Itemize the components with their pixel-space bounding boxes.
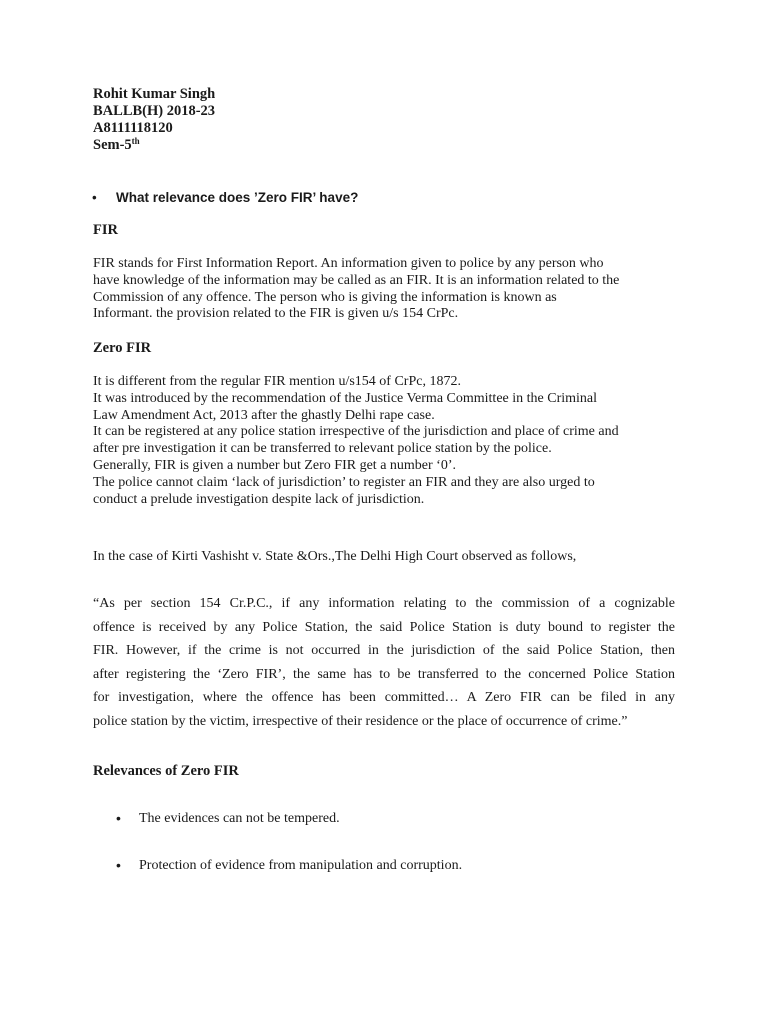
court-quote [93, 592, 675, 734]
semester-text: Sem-5 [93, 137, 132, 153]
semester-superscript: th [131, 136, 140, 146]
relevances-heading: Relevances of Zero FIR [93, 763, 239, 779]
quote-line: after registering the ‘Zero FIR’, the same has to be transferred to the concerned Police Station [93, 666, 675, 682]
question-bullet-item [92, 189, 359, 206]
bullet-icon: • [92, 190, 97, 205]
quote-line: for investigation, where the offence has been committed… A Zero FIR can be filed in any [93, 690, 675, 706]
zero-fir-line: It can be registered at any police station irrespective of the jurisdiction and place of crime and [93, 424, 619, 440]
semester-line [93, 137, 215, 154]
fir-line: Informant. the provision related to the FIR is given u/s 154 CrPc. [93, 306, 459, 322]
fir-line: FIR stands for First Information Report. An information given to police by any person who [93, 256, 604, 271]
zero-fir-line: It was introduced by the recommendation of the Justice Verma Committee in the Criminal [93, 390, 598, 406]
quote-line: FIR. However, if the crime is not occurred in the jurisdiction of the said Police Station, then [93, 643, 675, 659]
zero-fir-line: conduct a prelude investigation despite lack of jurisdiction. [93, 491, 425, 507]
zero-fir-line: Generally, FIR is given a number but Zero FIR get a number ‘0’. [93, 457, 457, 473]
relevance-text: Protection of evidence from manipulation and corruption. [139, 858, 463, 873]
zero-fir-line: It is different from the regular FIR mention u/s154 of CrPc, 1872. [93, 374, 461, 389]
relevance-list-item [116, 810, 340, 827]
fir-line: Commission of any offence. The person who is giving the information is known as [93, 289, 557, 305]
relevance-text: The evidences can not be tempered. [139, 811, 340, 826]
student-header [93, 86, 215, 154]
zero-fir-line: The police cannot claim ‘lack of jurisdiction’ to register an FIR and they are also urged to [93, 474, 595, 490]
fir-line: have knowledge of the information may be called as an FIR. It is an information related to the [93, 272, 620, 288]
zero-fir-heading: Zero FIR [93, 340, 152, 356]
quote-line: police station by the victim, irrespective of their residence or the place of occurrence of crime.” [93, 713, 628, 729]
quote-line: offence is received by any Police Station, the said Police Station is duty bound to register the [93, 619, 675, 635]
course-code: BALLB(H) 2018-23 [93, 103, 216, 119]
quote-line: “As per section 154 Cr.P.C., if any information relating to the commission of a cognizable [93, 596, 675, 611]
bullet-icon: • [116, 857, 121, 873]
enrollment-number: A8111118120 [93, 120, 173, 136]
question-text: What relevance does ’Zero FIR’ have? [116, 190, 359, 205]
case-intro: In the case of Kirti Vashisht v. State &Ors.,The Delhi High Court observed as follows, [93, 549, 577, 564]
zero-fir-line: after pre investigation it can be transferred to relevant police station by the police. [93, 441, 552, 457]
fir-heading: FIR [93, 222, 118, 238]
relevance-list-item [116, 857, 463, 874]
fir-paragraph [93, 256, 683, 323]
bullet-icon: • [116, 810, 121, 826]
student-name: Rohit Kumar Singh [93, 86, 216, 102]
zero-fir-line: Law Amendment Act, 2013 after the ghastly Delhi rape case. [93, 407, 435, 423]
zero-fir-paragraph [93, 374, 683, 508]
